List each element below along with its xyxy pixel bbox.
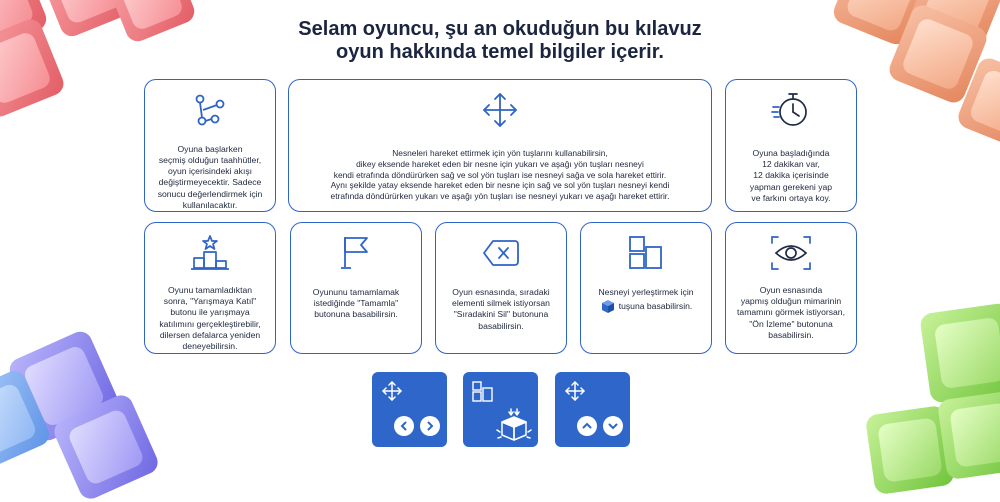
eye-icon <box>769 233 813 273</box>
card-text-line: Nesneyi yerleştirmek için <box>598 287 694 297</box>
card-preview <box>725 222 857 354</box>
card-time <box>725 79 857 212</box>
card-text-line: ve farkını ortaya koy. <box>751 192 831 203</box>
card-text-line: Oyun esnasında <box>759 285 823 295</box>
card-text-line: tuşuna basabilirsin. <box>618 300 693 311</box>
card-text-line: oyun içerisindeki akışı <box>167 166 253 177</box>
decor-block-green-1 <box>919 302 1000 404</box>
card-text-line: basabilirsin. <box>478 320 524 331</box>
card-text-line: Oyununu tamamlamak <box>312 287 400 297</box>
flag-icon <box>339 233 373 273</box>
card-compete <box>144 222 276 354</box>
chevron-up-icon[interactable] <box>577 416 597 436</box>
card-text-line: deneyebilirsin. <box>182 341 238 352</box>
page-title-line-2: oyun hakkında temel bilgiler içerir. <box>336 41 664 63</box>
box-drop-icon <box>600 298 616 314</box>
decor-block-red-4 <box>104 0 198 45</box>
move-arrows-icon <box>481 90 519 130</box>
card-text-line: kendi etrafında döndürürken sağ ve sol yön tuşları ise nesneyi sağa ve sola hareket ettirir. <box>333 169 667 180</box>
decor-block-red-2 <box>0 16 67 120</box>
move-arrows-icon <box>565 381 585 406</box>
card-text-line: elementi silmek istiyorsan <box>452 298 550 309</box>
card-text-line: basabilirsin. <box>768 329 814 340</box>
card-movement <box>288 79 712 212</box>
card-text-line: 12 dakikan var, <box>762 159 820 170</box>
page-title-line-1: Selam oyuncu, şu an okuduğun bu kılavuz <box>298 18 702 40</box>
box-drop-icon <box>495 408 533 449</box>
network-icon <box>193 90 227 130</box>
horizontal-control-button[interactable] <box>372 372 447 447</box>
place-object-button[interactable] <box>463 372 538 447</box>
stopwatch-icon <box>771 90 811 130</box>
card-text-line: değiştirmeyecektir. Sadece <box>158 177 262 188</box>
card-text-line: Oyuna başladığında <box>752 148 830 158</box>
chevron-down-icon[interactable] <box>603 416 623 436</box>
blocks-icon <box>472 381 494 408</box>
blocks-icon <box>627 233 665 273</box>
card-text-line: dilersen defalarca yeniden <box>159 329 261 340</box>
card-text-line: yapmış olduğun mimarinin <box>740 296 842 307</box>
chevron-right-icon[interactable] <box>420 416 440 436</box>
podium-icon <box>190 233 230 273</box>
card-text-line: Oyun esnasında, sıradaki <box>452 287 550 297</box>
move-arrows-icon <box>382 381 402 406</box>
card-text-line: Oyuna başlarken <box>177 143 243 154</box>
card-text-line: Nesneleri hareket ettirmek için yön tuşlarını kullanabilirsin, <box>392 148 608 158</box>
card-text-line: istediğinde "Tamamla" <box>313 298 399 309</box>
card-text-line: kullanılacaktır. <box>182 199 238 210</box>
card-text-line: butonuna basabilirsin. <box>314 309 398 320</box>
card-delete <box>435 222 567 354</box>
card-text-line: sonucu değerlendirmek için <box>157 188 263 199</box>
card-text-line: "Sıradakini Sil" butonuna <box>453 309 549 320</box>
backspace-icon <box>481 233 521 273</box>
card-text-line: katılımını gerçekleştirebilir, <box>159 318 261 329</box>
card-finish <box>290 222 422 354</box>
card-text-line: sonra, "Yarışmaya Katıl" <box>163 296 257 307</box>
card-text-line: 12 dakika içerisinde <box>753 170 829 181</box>
chevron-left-icon[interactable] <box>394 416 414 436</box>
card-text-line: Aynı şekilde yatay eksende hareket eden bir nesne için sağ ve sol yön tuşları nesneyi kendi <box>330 180 670 191</box>
decor-block-green-3 <box>937 390 1000 480</box>
page-title <box>250 18 750 64</box>
vertical-control-button[interactable] <box>555 372 630 447</box>
card-commitment <box>144 79 276 212</box>
card-text-line: etrafında döndürürken yukarı ve aşağı yön tuşları ise nesneyi yukarı ve aşağı hareket ettirir. <box>330 191 670 202</box>
card-text-line: Oyunu tamamladıktan <box>167 285 253 295</box>
card-text-line: dikey eksende hareket eden bir nesne için yukarı ve aşağı yön tuşları nesneyi <box>356 158 644 169</box>
card-text-line: "Ön İzleme" butonuna <box>749 318 833 329</box>
card-place <box>580 222 712 354</box>
card-text-line: seçmiş olduğun taahhütler, <box>158 154 262 165</box>
card-text-line: tamamını görmek istiyorsan, <box>737 307 845 318</box>
card-text-line: butonu ile yarışmaya <box>170 307 250 318</box>
card-text-line: yapman gerekeni yap <box>749 181 833 192</box>
